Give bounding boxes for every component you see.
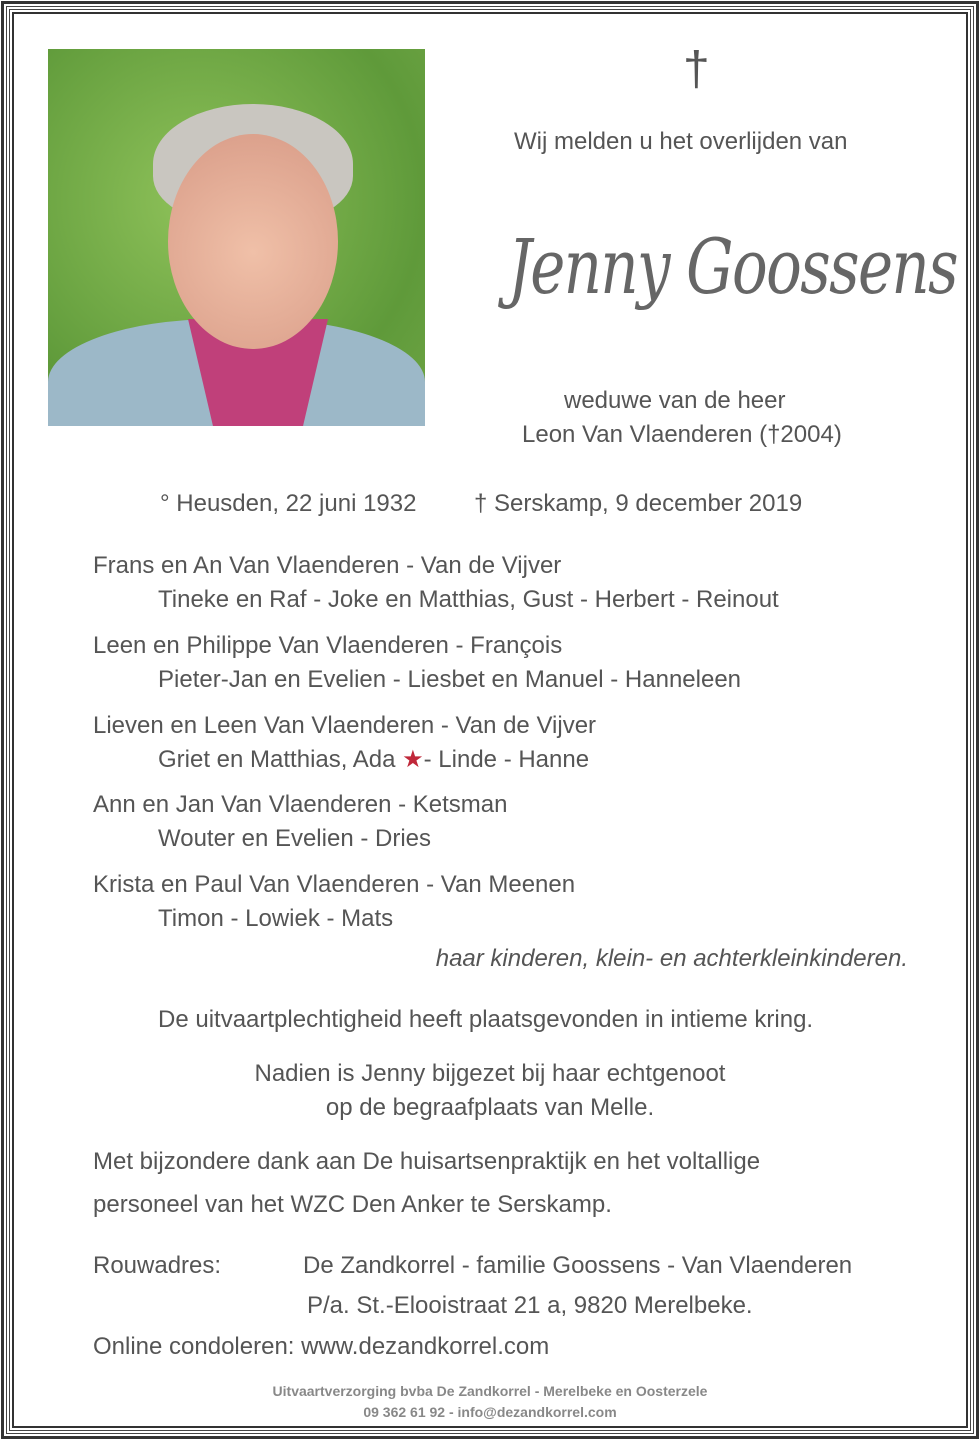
thanks-line: personeel van het WZC Den Anker te Serskamp.	[93, 1191, 612, 1218]
widow-line: weduwe van de heer	[564, 387, 786, 414]
intro-text: Wij melden u het overlijden van	[514, 128, 848, 155]
family-children: Pieter-Jan en Evelien - Liesbet en Manuel - Hanneleen	[158, 666, 742, 693]
children-text: Griet en Matthias, Ada	[158, 746, 403, 773]
family-parents: Lieven en Leen Van Vlaenderen - Van de Vijver	[93, 712, 597, 739]
address-label: Rouwadres:	[93, 1252, 222, 1279]
family-parents: Krista en Paul Van Vlaenderen - Van Meenen	[93, 871, 576, 898]
family-caption: haar kinderen, klein- en achterkleinkinderen.	[435, 945, 908, 972]
footer-contact: 09 362 61 92 - info@dezandkorrel.com	[363, 1404, 617, 1420]
family-children: Tineke en Raf - Joke en Matthias, Gust - Herbert - Reinout	[158, 586, 779, 613]
birth-date: ° Heusden, 22 juni 1932	[160, 490, 417, 517]
death-date: † Serskamp, 9 december 2019	[474, 490, 803, 517]
husband-name: Leon Van Vlaenderen (†2004)	[522, 421, 842, 448]
address-line: De Zandkorrel - familie Goossens - Van Vlaenderen	[303, 1252, 853, 1279]
family-parents: Leen en Philippe Van Vlaenderen - François	[93, 632, 563, 659]
star-icon: ★	[402, 746, 424, 773]
burial-line: op de begraafplaats van Melle.	[325, 1094, 655, 1121]
address-line: P/a. St.-Elooistraat 21 a, 9820 Merelbeke.	[307, 1292, 753, 1319]
burial-line: Nadien is Jenny bijgezet bij haar echtgenoot	[254, 1060, 726, 1087]
online-condolence: Online condoleren: www.dezandkorrel.com	[93, 1333, 550, 1360]
family-parents: Frans en An Van Vlaenderen - Van de Vijver	[93, 552, 562, 579]
portrait-photo	[48, 49, 425, 426]
ceremony-text: De uitvaartplechtigheid heeft plaatsgevonden in intieme kring.	[158, 1006, 814, 1033]
cross-icon: †	[683, 43, 710, 96]
family-children: Timon - Lowiek - Mats	[158, 905, 394, 932]
family-parents: Ann en Jan Van Vlaenderen - Ketsman	[93, 791, 508, 818]
family-children: Wouter en Evelien - Dries	[158, 825, 431, 852]
footer-company: Uitvaartverzorging bvba De Zandkorrel - Merelbeke en Oosterzele	[272, 1383, 708, 1399]
deceased-name: Jenny Goossens	[508, 222, 957, 311]
family-children	[158, 745, 589, 774]
children-text: - Linde - Hanne	[423, 746, 590, 773]
thanks-line: Met bijzondere dank aan De huisartsenpraktijk en het voltallige	[93, 1148, 761, 1175]
